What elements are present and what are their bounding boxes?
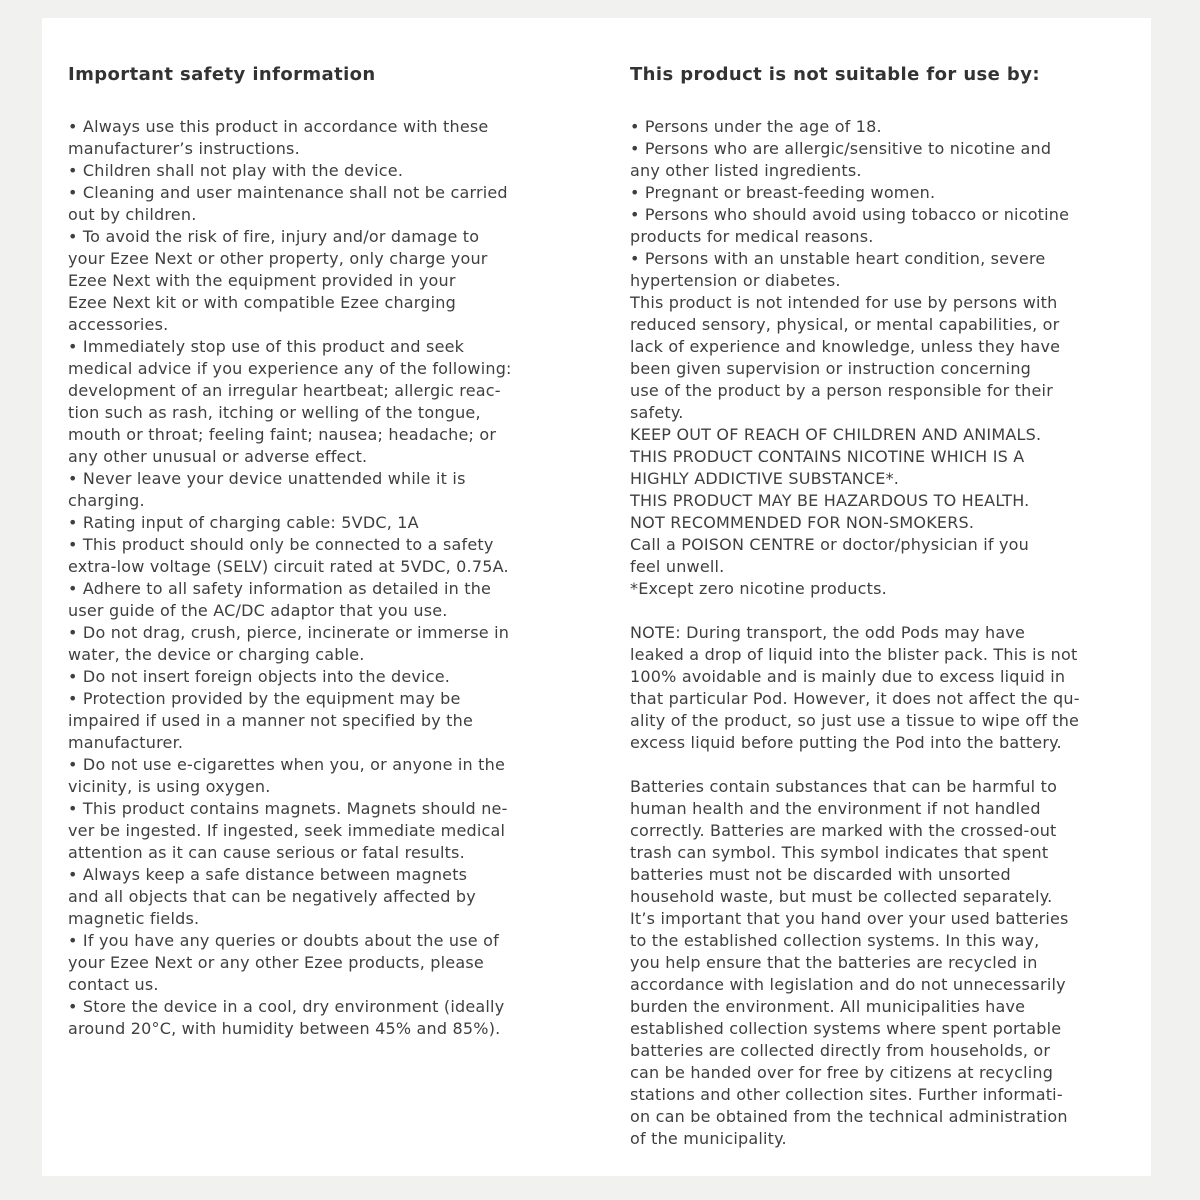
text-line: • Immediately stop use of this product and seek [68, 337, 465, 356]
text-line: • Always keep a safe distance between magnets [68, 865, 468, 884]
text-line: THIS PRODUCT CONTAINS NICOTINE WHICH IS A [630, 447, 1025, 466]
text-line: user guide of the AC/DC adaptor that you use. [68, 601, 448, 620]
text-line: correctly. Batteries are marked with the crossed-out [630, 821, 1057, 840]
text-line: • Persons who are allergic/sensitive to nicotine and [630, 139, 1052, 158]
text-line: impaired if used in a manner not specified by the [68, 711, 474, 730]
text-line: established collection systems where spent portable [630, 1019, 1062, 1038]
text-line: batteries are collected directly from households, or [630, 1041, 1051, 1060]
text-line: • Never leave your device unattended while it is [68, 469, 466, 488]
text-line: human health and the environment if not handled [630, 799, 1041, 818]
text-line: trash can symbol. This symbol indicates that spent [630, 843, 1049, 862]
text-line: manufacturer. [68, 733, 184, 752]
text-line: reduced sensory, physical, or mental capabilities, or [630, 315, 1060, 334]
text-line: any other listed ingredients. [630, 161, 862, 180]
text-line: your Ezee Next or any other Ezee products, please [68, 953, 484, 972]
text-line: out by children. [68, 205, 197, 224]
text-line: around 20°C, with humidity between 45% and 85%). [68, 1019, 501, 1038]
text-line [630, 754, 1151, 776]
text-line: It’s important that you hand over your used batteries [630, 909, 1069, 928]
column-not-suitable [630, 64, 1151, 1150]
text-line: development of an irregular heartbeat; allergic reac- [68, 381, 501, 400]
text-line: and all objects that can be negatively affected by [68, 887, 476, 906]
text-line: • Adhere to all safety information as detailed in the [68, 579, 492, 598]
text-line: • Protection provided by the equipment may be [68, 689, 461, 708]
text-line: ality of the product, so just use a tissue to wipe off the [630, 711, 1080, 730]
text-line: *Except zero nicotine products. [630, 579, 887, 598]
text-line: vicinity, is using oxygen. [68, 777, 271, 796]
text-line: KEEP OUT OF REACH OF CHILDREN AND ANIMALS. [630, 425, 1042, 444]
text-line: water, the device or charging cable. [68, 645, 365, 664]
text-line: • To avoid the risk of fire, injury and/or damage to [68, 227, 480, 246]
text-line: hypertension or diabetes. [630, 271, 841, 290]
column-safety-information [68, 64, 630, 1150]
text-line: manufacturer’s instructions. [68, 139, 300, 158]
text-line: • Pregnant or breast-feeding women. [630, 183, 936, 202]
text-line: • This product should only be connected to a safety [68, 535, 494, 554]
text-line: batteries must not be discarded with unsorted [630, 865, 1011, 884]
text-line: Batteries contain substances that can be harmful to [630, 777, 1058, 796]
safety-information-heading: Important safety information [68, 64, 376, 85]
text-line: HIGHLY ADDICTIVE SUBSTANCE*. [630, 469, 900, 488]
text-line: burden the environment. All municipalities have [630, 997, 1026, 1016]
text-line: • Children shall not play with the device. [68, 161, 404, 180]
text-line: 100% avoidable and is mainly due to excess liquid in [630, 667, 1066, 686]
not-suitable-heading: This product is not suitable for use by: [630, 64, 1040, 85]
text-line: can be handed over for free by citizens at recycling [630, 1063, 1054, 1082]
safety-information-body [68, 116, 630, 1040]
text-line: accordance with legislation and do not unnecessarily [630, 975, 1066, 994]
text-line: household waste, but must be collected separately. [630, 887, 1053, 906]
text-line: THIS PRODUCT MAY BE HAZARDOUS TO HEALTH. [630, 491, 1030, 510]
text-line: tion such as rash, itching or welling of the tongue, [68, 403, 481, 422]
text-line [630, 600, 1151, 622]
text-line: safety. [630, 403, 684, 422]
text-line: magnetic fields. [68, 909, 200, 928]
text-line: medical advice if you experience any of the following: [68, 359, 512, 378]
text-line: to the established collection systems. In this way, [630, 931, 1040, 950]
text-line: on can be obtained from the technical administration [630, 1107, 1068, 1126]
text-line: Ezee Next kit or with compatible Ezee charging [68, 293, 456, 312]
text-line: accessories. [68, 315, 169, 334]
text-line: • Persons who should avoid using tobacco or nicotine [630, 205, 1070, 224]
text-line: attention as it can cause serious or fatal results. [68, 843, 465, 862]
text-line: • Always use this product in accordance with these [68, 117, 489, 136]
text-line: • Do not insert foreign objects into the device. [68, 667, 451, 686]
text-line: Ezee Next with the equipment provided in your [68, 271, 456, 290]
text-line: • Cleaning and user maintenance shall not be carried [68, 183, 508, 202]
text-line: leaked a drop of liquid into the blister pack. This is not [630, 645, 1078, 664]
text-line: This product is not intended for use by persons with [630, 293, 1058, 312]
text-line: • Do not use e-cigarettes when you, or anyone in the [68, 755, 506, 774]
text-line: contact us. [68, 975, 159, 994]
text-line: excess liquid before putting the Pod into the battery. [630, 733, 1062, 752]
text-line: • Rating input of charging cable: 5VDC, 1A [68, 513, 419, 532]
text-line: products for medical reasons. [630, 227, 874, 246]
text-line: use of the product by a person responsible for their [630, 381, 1053, 400]
text-line: of the municipality. [630, 1129, 787, 1148]
text-line: • If you have any queries or doubts about the use of [68, 931, 499, 950]
text-line: • Persons under the age of 18. [630, 117, 882, 136]
text-line: • Persons with an unstable heart condition, severe [630, 249, 1046, 268]
text-line: extra-low voltage (SELV) circuit rated at 5VDC, 0.75A. [68, 557, 509, 576]
text-line: stations and other collection sites. Further informati- [630, 1085, 1063, 1104]
safety-leaflet-card [42, 18, 1151, 1176]
text-line: mouth or throat; feeling faint; nausea; headache; or [68, 425, 497, 444]
text-line: been given supervision or instruction concerning [630, 359, 1032, 378]
text-line: your Ezee Next or other property, only charge your [68, 249, 488, 268]
text-line: NOTE: During transport, the odd Pods may have [630, 623, 1026, 642]
text-line: lack of experience and knowledge, unless they have [630, 337, 1061, 356]
text-line: you help ensure that the batteries are recycled in [630, 953, 1038, 972]
text-line: • This product contains magnets. Magnets should ne- [68, 799, 508, 818]
text-line: charging. [68, 491, 145, 510]
text-line: • Do not drag, crush, pierce, incinerate or immerse in [68, 623, 510, 642]
text-line: feel unwell. [630, 557, 725, 576]
text-line: NOT RECOMMENDED FOR NON-SMOKERS. [630, 513, 975, 532]
text-line: any other unusual or adverse effect. [68, 447, 368, 466]
text-line: • Store the device in a cool, dry environment (ideally [68, 997, 505, 1016]
text-line: that particular Pod. However, it does not affect the qu- [630, 689, 1080, 708]
text-line: ver be ingested. If ingested, seek immediate medical [68, 821, 506, 840]
not-suitable-body [630, 116, 1151, 1150]
two-column-content [42, 18, 1151, 1150]
text-line: Call a POISON CENTRE or doctor/physician if you [630, 535, 1029, 554]
